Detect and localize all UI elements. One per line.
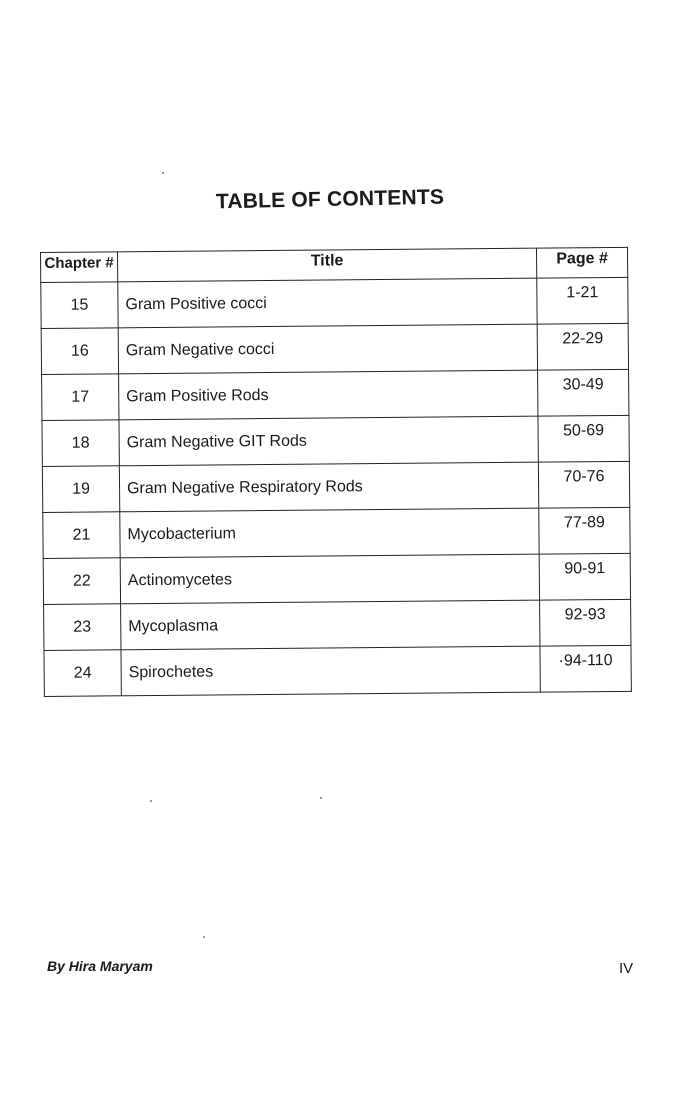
chapter-number: 21 [43, 512, 120, 559]
table-row [41, 323, 628, 374]
table-row [42, 415, 629, 466]
chapter-number: 15 [41, 282, 118, 329]
scan-speck [162, 172, 164, 174]
table-of-contents [40, 247, 632, 697]
table-row [44, 645, 631, 696]
page-range: 92-93 [540, 599, 631, 646]
chapter-number: 24 [44, 650, 121, 697]
chapter-title: Actinomycetes [120, 554, 539, 604]
scan-speck [203, 936, 205, 938]
table-row [43, 553, 630, 604]
page-range: ·94-110 [540, 645, 631, 692]
chapter-title: Gram Positive cocci [118, 278, 537, 328]
header-page: Page # [536, 247, 627, 278]
page-range: 22-29 [537, 323, 628, 370]
chapter-title: Gram Negative cocci [118, 324, 537, 374]
page-title: TABLE OF CONTENTS [215, 185, 445, 214]
scan-speck [150, 800, 152, 802]
page-range: 50-69 [538, 415, 629, 462]
chapter-number: 22 [43, 558, 120, 605]
page-range: 77-89 [539, 507, 630, 554]
table-row [43, 507, 630, 558]
chapter-number: 17 [42, 374, 119, 421]
chapter-title: Gram Positive Rods [119, 370, 538, 420]
chapter-title: Mycoplasma [121, 600, 540, 650]
chapter-number: 16 [41, 328, 118, 375]
table-row [41, 277, 628, 328]
page-range: 70-76 [538, 461, 629, 508]
header-title: Title [118, 248, 537, 282]
footer-author: By Hira Maryam [47, 958, 153, 974]
table-row [44, 599, 631, 650]
page-range: 1-21 [537, 277, 628, 324]
chapter-number: 19 [42, 466, 119, 513]
page-range: 90-91 [539, 553, 630, 600]
header-chapter: Chapter # [41, 252, 118, 283]
table-row [42, 461, 629, 512]
chapter-number: 18 [42, 420, 119, 467]
page-range: 30-49 [538, 369, 629, 416]
scan-speck [320, 797, 322, 799]
chapter-title: Mycobacterium [120, 508, 539, 558]
chapter-title: Gram Negative Respiratory Rods [119, 462, 538, 512]
table-row [42, 369, 629, 420]
chapter-number: 23 [44, 604, 121, 651]
chapter-title: Spirochetes [121, 646, 540, 696]
footer-page-number: IV [619, 960, 634, 977]
chapter-title: Gram Negative GIT Rods [119, 416, 538, 466]
